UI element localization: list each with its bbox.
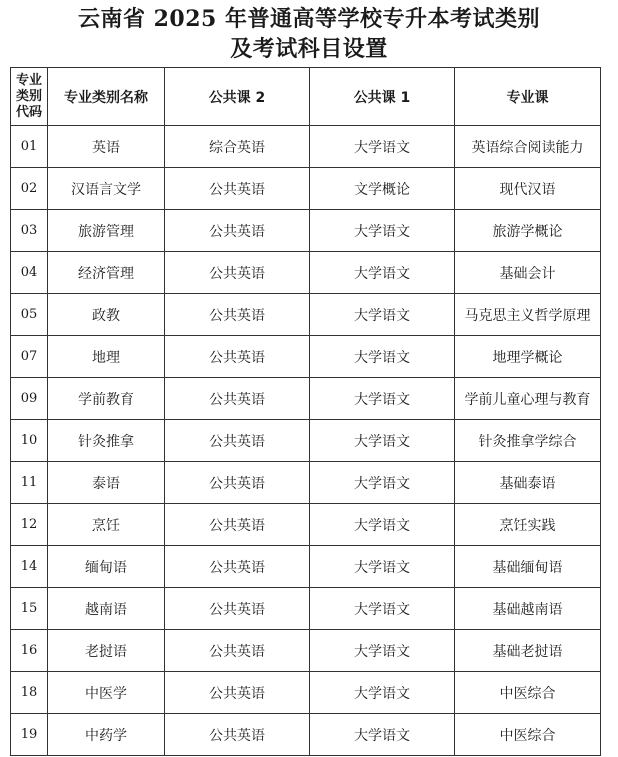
cell-public-course-2: 公共英语: [165, 588, 310, 630]
header-code-line-1: 专业: [15, 72, 42, 88]
cell-major-course: 针灸推拿学综合: [455, 420, 601, 462]
cell-public-course-2: 公共英语: [165, 546, 310, 588]
cell-public-course-1: 大学语文: [310, 630, 455, 672]
cell-code: 19: [11, 714, 48, 756]
cell-major-course: 基础老挝语: [455, 630, 601, 672]
cell-public-course-1: 文学概论: [310, 168, 455, 210]
table-row: [11, 588, 601, 630]
table-row: [11, 168, 601, 210]
cell-public-course-1: 大学语文: [310, 210, 455, 252]
header-code-line-2: 类别: [15, 88, 42, 104]
cell-code: 04: [11, 252, 48, 294]
cell-public-course-1: 大学语文: [310, 420, 455, 462]
header-public2: 公共课 2: [165, 68, 310, 126]
cell-major-course: 中医综合: [455, 714, 601, 756]
cell-major-name: 中药学: [48, 714, 165, 756]
cell-major-course: 基础缅甸语: [455, 546, 601, 588]
cell-public-course-2: 公共英语: [165, 294, 310, 336]
cell-code: 03: [11, 210, 48, 252]
cell-code: 16: [11, 630, 48, 672]
table-row: [11, 294, 601, 336]
cell-major-name: 越南语: [48, 588, 165, 630]
table-row: [11, 126, 601, 168]
header-name: 专业类别名称: [48, 68, 165, 126]
cell-public-course-2: 公共英语: [165, 378, 310, 420]
cell-major-course: 地理学概论: [455, 336, 601, 378]
cell-major-course: 基础泰语: [455, 462, 601, 504]
cell-major-name: 老挝语: [48, 630, 165, 672]
cell-code: 05: [11, 294, 48, 336]
cell-major-course: 旅游学概论: [455, 210, 601, 252]
cell-major-course: 烹饪实践: [455, 504, 601, 546]
table-row: [11, 378, 601, 420]
cell-major-name: 中医学: [48, 672, 165, 714]
cell-public-course-1: 大学语文: [310, 294, 455, 336]
cell-public-course-2: 公共英语: [165, 210, 310, 252]
cell-major-name: 学前教育: [48, 378, 165, 420]
cell-public-course-1: 大学语文: [310, 672, 455, 714]
cell-public-course-2: 公共英语: [165, 168, 310, 210]
document-title: [0, 4, 618, 64]
cell-major-name: 政教: [48, 294, 165, 336]
table-row: [11, 462, 601, 504]
exam-subjects-table: [10, 67, 601, 756]
cell-public-course-1: 大学语文: [310, 546, 455, 588]
header-code: [11, 68, 48, 126]
cell-code: 02: [11, 168, 48, 210]
cell-major-course: 学前儿童心理与教育: [455, 378, 601, 420]
title-line-2: 及考试科目设置: [230, 36, 388, 62]
cell-major-name: 泰语: [48, 462, 165, 504]
table-row: [11, 252, 601, 294]
table-row: [11, 420, 601, 462]
cell-code: 09: [11, 378, 48, 420]
cell-public-course-1: 大学语文: [310, 336, 455, 378]
cell-public-course-2: 公共英语: [165, 336, 310, 378]
table-row: [11, 210, 601, 252]
header-major: 专业课: [455, 68, 601, 126]
cell-major-course: 中医综合: [455, 672, 601, 714]
cell-public-course-1: 大学语文: [310, 714, 455, 756]
cell-public-course-1: 大学语文: [310, 252, 455, 294]
cell-major-course: 基础会计: [455, 252, 601, 294]
cell-code: 11: [11, 462, 48, 504]
table-header-row: [11, 68, 601, 126]
cell-code: 01: [11, 126, 48, 168]
header-public1: 公共课 1: [310, 68, 455, 126]
cell-major-course: 现代汉语: [455, 168, 601, 210]
cell-code: 12: [11, 504, 48, 546]
cell-public-course-1: 大学语文: [310, 588, 455, 630]
header-code-line-3: 代码: [15, 104, 42, 120]
cell-public-course-2: 公共英语: [165, 504, 310, 546]
cell-public-course-1: 大学语文: [310, 504, 455, 546]
cell-major-course: 基础越南语: [455, 588, 601, 630]
table-row: [11, 546, 601, 588]
cell-public-course-2: 公共英语: [165, 714, 310, 756]
cell-code: 18: [11, 672, 48, 714]
cell-major-name: 英语: [48, 126, 165, 168]
cell-major-course: 英语综合阅读能力: [455, 126, 601, 168]
cell-code: 10: [11, 420, 48, 462]
cell-major-name: 经济管理: [48, 252, 165, 294]
cell-public-course-1: 大学语文: [310, 462, 455, 504]
table-row: [11, 672, 601, 714]
cell-major-name: 缅甸语: [48, 546, 165, 588]
table-row: [11, 336, 601, 378]
cell-code: 07: [11, 336, 48, 378]
cell-major-course: 马克思主义哲学原理: [455, 294, 601, 336]
table-row: [11, 630, 601, 672]
table-row: [11, 714, 601, 756]
table-row: [11, 504, 601, 546]
cell-public-course-2: 公共英语: [165, 672, 310, 714]
table-body: [11, 126, 601, 756]
cell-public-course-2: 公共英语: [165, 630, 310, 672]
cell-major-name: 烹饪: [48, 504, 165, 546]
cell-code: 14: [11, 546, 48, 588]
cell-major-name: 针灸推拿: [48, 420, 165, 462]
cell-major-name: 旅游管理: [48, 210, 165, 252]
cell-major-name: 地理: [48, 336, 165, 378]
cell-code: 15: [11, 588, 48, 630]
cell-public-course-2: 公共英语: [165, 252, 310, 294]
cell-public-course-2: 公共英语: [165, 462, 310, 504]
cell-public-course-2: 公共英语: [165, 420, 310, 462]
title-line-1: 云南省 2025 年普通高等学校专升本考试类别: [77, 6, 541, 32]
cell-public-course-1: 大学语文: [310, 126, 455, 168]
cell-major-name: 汉语言文学: [48, 168, 165, 210]
cell-public-course-1: 大学语文: [310, 378, 455, 420]
cell-public-course-2: 综合英语: [165, 126, 310, 168]
